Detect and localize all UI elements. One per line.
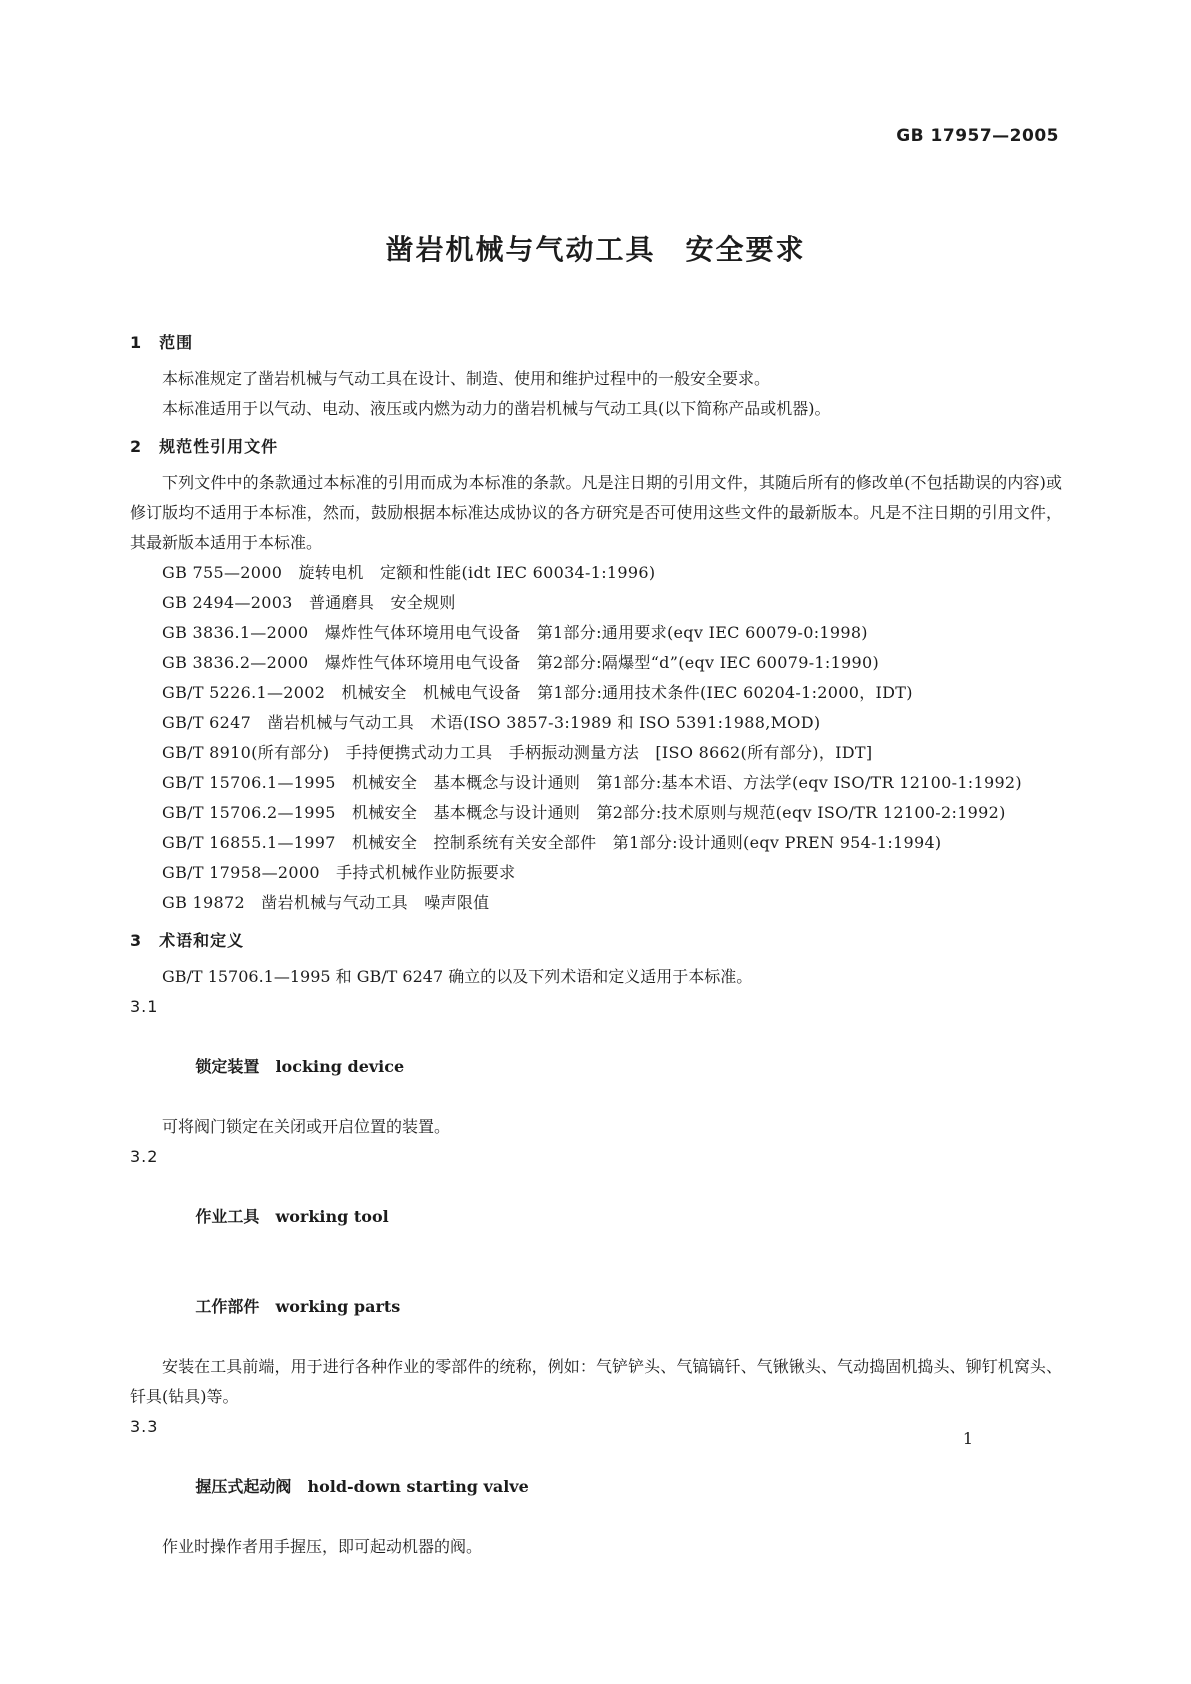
reference-entry: GB 2494—2003 普通磨具 安全规则 bbox=[162, 593, 456, 612]
document-body bbox=[130, 328, 1062, 1562]
reference-entry: GB/T 5226.1—2002 机械安全 机械电气设备 第1部分:通用技术条件(IEC 60204-1:2000，IDT) bbox=[162, 683, 913, 702]
section-1-paragraph: 本标准规定了凿岩机械与气动工具在设计、制造、使用和维护过程中的一般安全要求。 bbox=[162, 369, 771, 388]
term-definition: 安装在工具前端，用于进行各种作业的零部件的统称，例如：气铲铲头、气镐镐钎、气锹锹头、气动捣固机捣头、铆钉机窝头、钎具(钻具)等。 bbox=[130, 1357, 1062, 1406]
clause-number: 3.3 bbox=[130, 1417, 159, 1436]
term-chinese: 作业工具 bbox=[195, 1207, 260, 1226]
reference-entry: GB 3836.2—2000 爆炸性气体环境用电气设备 第2部分:隔爆型“d”(eqv IEC 60079-1:1990) bbox=[162, 653, 880, 672]
reference-entry: GB/T 17958—2000 手持式机械作业防振要求 bbox=[162, 863, 516, 882]
term-entry bbox=[130, 1022, 1062, 1112]
section-1-heading: 1 范围 bbox=[130, 333, 194, 352]
term-definition: 作业时操作者用手握压，即可起动机器的阀。 bbox=[162, 1537, 483, 1556]
term-english: locking device bbox=[275, 1057, 405, 1076]
standard-code: GB 17957—2005 bbox=[896, 126, 1059, 146]
document-title: 凿岩机械与气动工具 安全要求 bbox=[385, 233, 806, 266]
term-entry bbox=[130, 1172, 1062, 1262]
term-chinese: 握压式起动阀 bbox=[195, 1477, 292, 1496]
term-chinese: 工作部件 bbox=[195, 1297, 260, 1316]
reference-entry: GB 755—2000 旋转电机 定额和性能(idt IEC 60034-1:1996) bbox=[162, 563, 656, 582]
term-entry bbox=[130, 1442, 1062, 1532]
reference-entry: GB/T 16855.1—1997 机械安全 控制系统有关安全部件 第1部分:设计通则(eqv PREN 954-1:1994) bbox=[162, 833, 942, 852]
reference-entry: GB 19872 凿岩机械与气动工具 噪声限值 bbox=[162, 893, 490, 912]
section-2-heading: 2 规范性引用文件 bbox=[130, 437, 279, 456]
clause-number: 3.1 bbox=[130, 997, 159, 1016]
section-1-paragraph: 本标准适用于以气动、电动、液压或内燃为动力的凿岩机械与气动工具(以下简称产品或机器)。 bbox=[162, 399, 831, 418]
term-english: working tool bbox=[275, 1207, 389, 1226]
clause-number: 3.2 bbox=[130, 1147, 159, 1166]
section-2-intro: 下列文件中的条款通过本标准的引用而成为本标准的条款。凡是注日期的引用文件，其随后所有的修改单(不包括勘误的内容)或修订版均不适用于本标准，然而，鼓励根据本标准达成协议的各方研究是否可使用这些文件的最新版本。凡是不注日期的引用文件，其最新版本适用于本标准。 bbox=[130, 473, 1062, 552]
reference-entry: GB/T 15706.1—1995 机械安全 基本概念与设计通则 第1部分:基本术语、方法学(eqv ISO/TR 12100-1:1992) bbox=[162, 773, 1022, 792]
reference-entry: GB/T 15706.2—1995 机械安全 基本概念与设计通则 第2部分:技术原则与规范(eqv ISO/TR 12100-2:1992) bbox=[162, 803, 1006, 822]
section-3-intro: GB/T 15706.1—1995 和 GB/T 6247 确立的以及下列术语和定义适用于本标准。 bbox=[162, 967, 753, 986]
term-chinese: 锁定装置 bbox=[195, 1057, 260, 1076]
term-english: working parts bbox=[275, 1297, 401, 1316]
page-number: 1 bbox=[962, 1429, 973, 1448]
term-entry bbox=[130, 1262, 1062, 1352]
section-3-heading: 3 术语和定义 bbox=[130, 931, 245, 950]
reference-entry: GB/T 6247 凿岩机械与气动工具 术语(ISO 3857-3:1989 和 ISO 5391:1988,MOD) bbox=[162, 713, 821, 732]
term-english: hold-down starting valve bbox=[307, 1477, 529, 1496]
term-definition: 可将阀门锁定在关闭或开启位置的装置。 bbox=[162, 1117, 451, 1136]
reference-entry: GB/T 8910(所有部分) 手持便携式动力工具 手柄振动测量方法 [ISO 8662(所有部分)，IDT] bbox=[162, 743, 873, 762]
reference-entry: GB 3836.1—2000 爆炸性气体环境用电气设备 第1部分:通用要求(eqv IEC 60079-0:1998) bbox=[162, 623, 868, 642]
